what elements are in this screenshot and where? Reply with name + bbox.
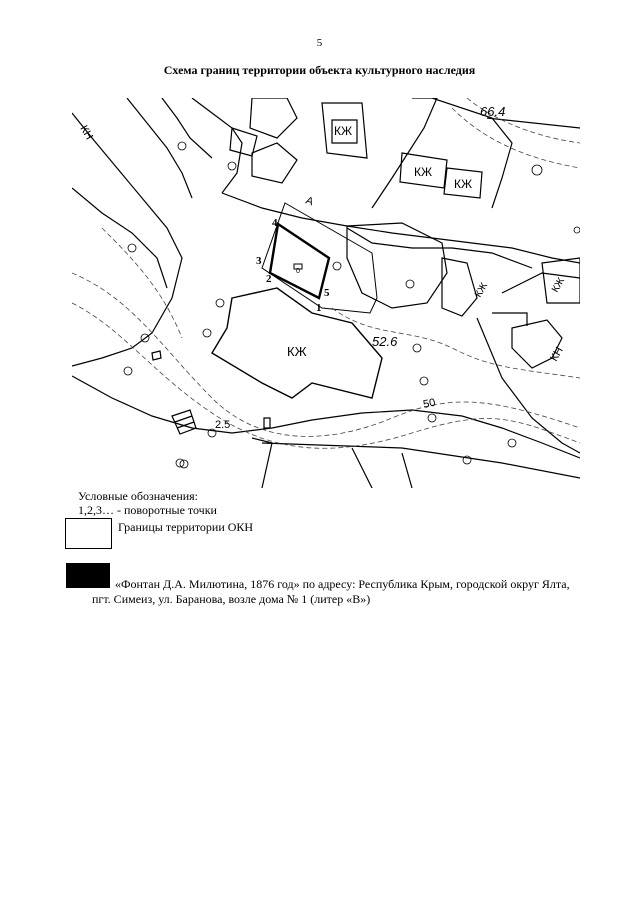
tree-icon [124,367,132,375]
plot-line [252,438,272,488]
label-kn: КН [548,345,566,364]
turn-point-3: 3 [256,255,262,267]
contour-label: 50 [422,396,437,411]
turn-point-5: 5 [324,287,330,299]
contour-line [72,303,580,448]
plot-line [402,453,412,488]
plot-line [192,98,242,193]
small-structure [264,418,270,428]
turn-point-1: 1 [316,302,322,314]
tree-icon [178,142,186,150]
tree-icon [508,439,516,447]
okn-boundary [270,224,329,298]
elevation-label: 66.4 [480,104,506,119]
small-structure [152,351,161,360]
object-label: 0 [296,268,300,275]
plot-line [72,188,167,288]
legend-boundary-label: Границы территории ОКН [118,520,254,534]
road-line [72,113,182,366]
plot-line [347,223,447,308]
building [230,128,257,156]
label-kn: КН [77,123,95,142]
contour-line [452,108,580,168]
tree-icon [428,414,436,422]
label-kzh: КЖ [454,177,473,191]
tree-icon [574,227,580,233]
elevation-label: 2.5 [215,419,231,431]
road-line [347,228,532,268]
label-a: А [303,194,315,209]
main-building [212,288,382,398]
label-kzh: КЖ [334,124,353,138]
plot-line [502,273,580,293]
legend-boundary-swatch [65,518,112,549]
elevation-label: 52.6 [372,334,398,349]
plot-line [262,443,580,478]
turn-point-4: 4 [272,217,278,229]
building [250,98,297,138]
document-title: Схема границ территории объекта культурного наследия [163,63,476,77]
building [252,143,297,183]
label-kzh-main: КЖ [287,344,307,359]
tree-icon [333,262,341,270]
tree-icon [413,344,421,352]
label-kzh: КЖ [414,165,433,179]
tree-icon [228,162,236,170]
site-map [72,98,580,488]
tree-icon [420,377,428,385]
tree-icon [216,299,224,307]
label-kzh: КЖ [473,280,491,300]
plot-line [492,313,527,326]
legend-points-text: 1,2,3… - поворотные точки [78,503,217,517]
plot-line [352,448,372,488]
plot-line [127,98,192,198]
legend-object-label: «Фонтан Д.А. Милютина, 1876 год» по адресу: Республика Крым, городской округ Ялта, [115,577,570,591]
tree-icon [532,165,542,175]
contour-line [102,228,182,338]
label-kzh: КЖ [550,275,568,295]
page-number: 5 [316,37,323,49]
legend-heading: Условные обозначения: [78,489,199,503]
legend-object-label-cont: пгт. Симеиз, ул. Баранова, возле дома № 1 (литер «В») [92,592,371,606]
tree-icon [406,280,414,288]
road-line [477,318,580,453]
tree-icon [128,244,136,252]
tree-icon [203,329,211,337]
building-kzh [442,258,477,316]
legend-object-swatch [66,563,110,588]
turn-point-2: 2 [266,273,272,285]
